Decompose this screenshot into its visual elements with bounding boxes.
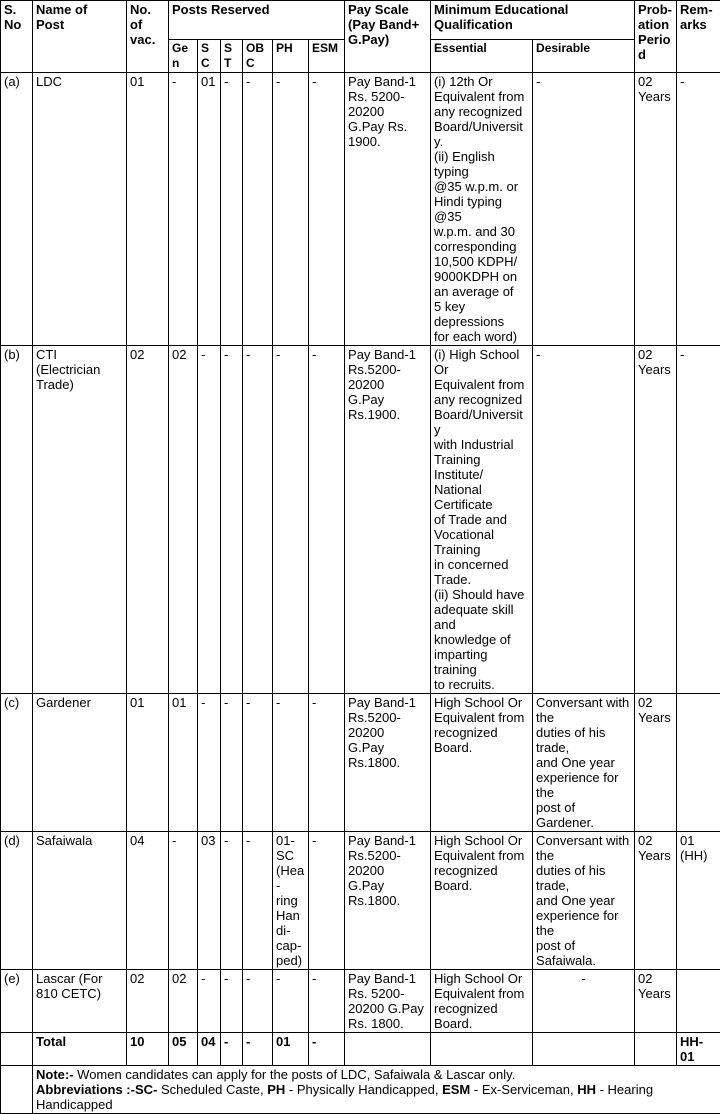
header-name: Name of Post: [33, 1, 127, 73]
header-probation: Prob- ation Period: [635, 1, 677, 73]
abbr-ph-text: - Physically Handicapped,: [285, 1082, 442, 1097]
header-pay-scale: Pay Scale (Pay Band+ G.Pay): [345, 1, 431, 73]
cell-st: -: [221, 970, 243, 1033]
note-label: Note:-: [36, 1067, 74, 1082]
subheader-esm: ESM: [309, 40, 345, 73]
total-label: Total: [33, 1033, 127, 1066]
cell-pay-scale: Pay Band-1 Rs. 5200- 20200 G.Pay Rs. 1900.: [345, 73, 431, 346]
cell-name: Gardener: [33, 694, 127, 832]
cell-ph: 01-SC (Hea- ring Handi- cap- ped): [273, 832, 309, 970]
cell-essential: High School Or Equivalent from recognized Board.: [431, 970, 533, 1033]
note-row: [1, 1066, 720, 1114]
cell-st: -: [221, 73, 243, 346]
cell-obc: -: [243, 73, 273, 346]
cell-probation: 02 Years: [635, 694, 677, 832]
table-row: [1, 832, 720, 970]
total-esm: -: [309, 1033, 345, 1066]
cell-sc: -: [198, 346, 221, 694]
cell-st: -: [221, 694, 243, 832]
total-st: -: [221, 1033, 243, 1066]
cell-name: LDC: [33, 73, 127, 346]
cell-ph: -: [273, 73, 309, 346]
cell-sno: (a): [1, 73, 33, 346]
abbr-sc-label: SC-: [135, 1082, 157, 1097]
cell-probation: 02 Years: [635, 832, 677, 970]
header-remarks: Rem- arks: [677, 1, 720, 73]
cell-esm: -: [309, 346, 345, 694]
cell-name: Safaiwala: [33, 832, 127, 970]
cell-essential: (i) High School Or Equivalent from any recognized Board/University with Industrial Training Institute/ National Certificate of Trade and Vocational Training in concerned Trade. (ii) Should have adequate skill and knowledge of imparting training to recruits.: [431, 346, 533, 694]
cell-sc: 01: [198, 73, 221, 346]
abbr-esm-text: - Ex-Serviceman,: [470, 1082, 577, 1097]
subheader-desirable: Desirable: [533, 40, 635, 73]
total-obc: -: [243, 1033, 273, 1066]
cell-pay-scale: Pay Band-1 Rs. 5200- 20200 G.Pay Rs. 1800.: [345, 970, 431, 1033]
cell-esm: -: [309, 73, 345, 346]
cell-esm: -: [309, 694, 345, 832]
cell-gen: 02: [169, 346, 198, 694]
subheader-st: ST: [221, 40, 243, 73]
subheader-sc: SC: [198, 40, 221, 73]
cell-remarks: 01 (HH): [677, 832, 720, 970]
subheader-gen: Gen: [169, 40, 198, 73]
cell-remarks: -: [677, 346, 720, 694]
header-qualification: Minimum Educational Qualification: [431, 1, 635, 40]
cell-desirable: -: [533, 346, 635, 694]
cell-desirable: Conversant with the duties of his trade, and One year experience for the post of Safaiwala.: [533, 832, 635, 970]
total-remarks: HH-01: [677, 1033, 720, 1066]
note-block: [33, 1066, 720, 1114]
cell-probation: 02 Years: [635, 970, 677, 1033]
cell-st: -: [221, 832, 243, 970]
total-gen: 05: [169, 1033, 198, 1066]
total-vacancies: 10: [127, 1033, 169, 1066]
cell-obc: -: [243, 346, 273, 694]
cell-essential: High School Or Equivalent from recognized Board.: [431, 694, 533, 832]
cell-probation: 02 Years: [635, 73, 677, 346]
table-row: [1, 694, 720, 832]
cell-remarks: -: [677, 73, 720, 346]
cell-vacancies: 02: [127, 970, 169, 1033]
cell-sno: (c): [1, 694, 33, 832]
header-posts-reserved: Posts Reserved: [169, 1, 345, 40]
abbr-hh-label: HH: [577, 1082, 596, 1097]
cell-sc: 03: [198, 832, 221, 970]
subheader-essential: Essential: [431, 40, 533, 73]
subheader-ph: PH: [273, 40, 309, 73]
subheader-obc: OBC: [243, 40, 273, 73]
cell-esm: -: [309, 970, 345, 1033]
cell-sno: (e): [1, 970, 33, 1033]
cell-vacancies: 04: [127, 832, 169, 970]
abbr-hh-text: - Hearing Handicapped: [36, 1082, 653, 1112]
total-sc: 04: [198, 1033, 221, 1066]
cell-essential: High School Or Equivalent from recognized Board.: [431, 832, 533, 970]
table-row: [1, 970, 720, 1033]
total-row: [1, 1033, 720, 1066]
abbreviations-line: [36, 1082, 717, 1112]
note-line: [36, 1067, 717, 1082]
cell-desirable: Conversant with the duties of his trade, and One year experience for the post of Gardener.: [533, 694, 635, 832]
cell-sc: -: [198, 694, 221, 832]
cell-obc: -: [243, 970, 273, 1033]
cell-name: Lascar (For 810 CETC): [33, 970, 127, 1033]
cell-probation: 02 Years: [635, 346, 677, 694]
total-ph: 01: [273, 1033, 309, 1066]
cell-vacancies: 01: [127, 694, 169, 832]
header-row: [1, 1, 720, 40]
cell-obc: -: [243, 832, 273, 970]
cell-gen: 01: [169, 694, 198, 832]
cell-esm: -: [309, 832, 345, 970]
cell-st: -: [221, 346, 243, 694]
cell-desirable: -: [533, 970, 635, 1033]
cell-gen: -: [169, 73, 198, 346]
cell-name: CTI (Electrician Trade): [33, 346, 127, 694]
cell-remarks: [677, 694, 720, 832]
abbr-label: Abbreviations :-: [36, 1082, 135, 1097]
note-text: Women candidates can apply for the posts of LDC, Safaiwala & Lascar only.: [74, 1067, 516, 1082]
cell-ph: -: [273, 694, 309, 832]
table-row: [1, 73, 720, 346]
cell-pay-scale: Pay Band-1 Rs.5200-20200 G.Pay Rs.1900.: [345, 346, 431, 694]
cell-ph: -: [273, 970, 309, 1033]
cell-sno: (d): [1, 832, 33, 970]
cell-ph: -: [273, 346, 309, 694]
cell-gen: 02: [169, 970, 198, 1033]
cell-essential: (i) 12th Or Equivalent from any recognized Board/University. (ii) English typing @35 w.p.m. or Hindi typing @35 w.p.m. and 30 corresponding 10,500 KDPH/ 9000KDPH on an average of 5 key depressions for each word): [431, 73, 533, 346]
abbr-esm-label: ESM: [442, 1082, 470, 1097]
header-vacancies: No. of vac.: [127, 1, 169, 73]
cell-remarks: [677, 970, 720, 1033]
cell-vacancies: 01: [127, 73, 169, 346]
abbr-ph-label: PH: [267, 1082, 285, 1097]
cell-desirable: -: [533, 73, 635, 346]
cell-pay-scale: Pay Band-1 Rs.5200-20200 G.Pay Rs.1800.: [345, 832, 431, 970]
header-sno: S. No: [1, 1, 33, 73]
cell-obc: -: [243, 694, 273, 832]
cell-sno: (b): [1, 346, 33, 694]
cell-sc: -: [198, 970, 221, 1033]
table-row: [1, 346, 720, 694]
abbr-sc-text: Scheduled Caste,: [157, 1082, 267, 1097]
cell-gen: -: [169, 832, 198, 970]
cell-pay-scale: Pay Band-1 Rs.5200-20200 G.Pay Rs.1800.: [345, 694, 431, 832]
cell-vacancies: 02: [127, 346, 169, 694]
